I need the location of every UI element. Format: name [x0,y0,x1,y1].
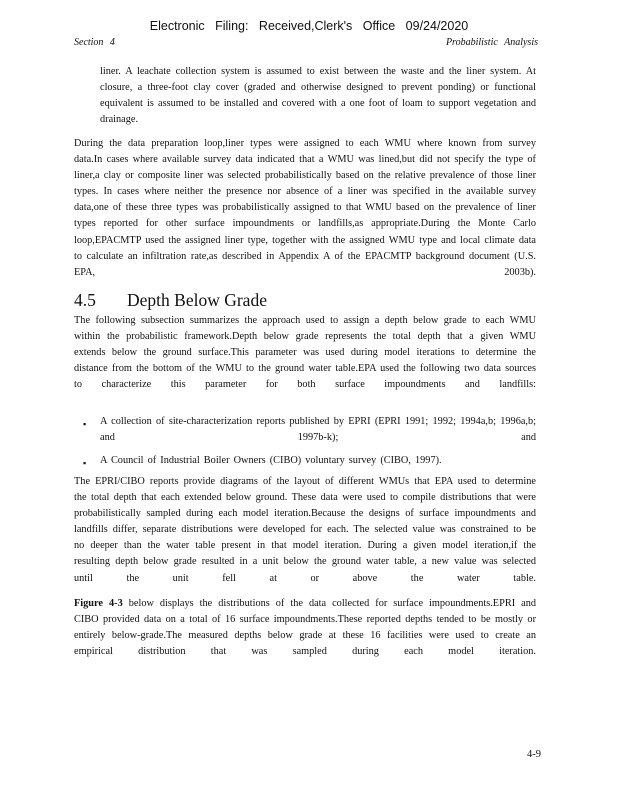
paragraph-depth-intro: The following subsection summarizes the approach used to assign a depth below grade to each WMU within the probabilistic framework.Depth below grade represents the total depth that a given WMU extends below the ground surface.This parameter was used during model iterations to determine the distance from the bottom of the WMU to the ground water table.EPA used the following two data sources to characterize this parameter for both surface impoundments and landfills: [74,315,536,391]
figure-reference: Figure 4-3 [74,598,123,609]
section-title: Depth Below Grade [127,290,267,310]
bullet-icon: ▪ [83,419,87,429]
section-number: 4.5 [74,290,96,310]
filing-stamp: Electronic Filing: Received,Clerk's Office 09/24/2020 [149,19,469,33]
paragraph-epri-cibo: The EPRI/CIBO reports provide diagrams of the layout of different WMUs that EPA used to determine the total depth that each extended below ground. These data were used to compile distributions that were probabilistically sampled during each model iteration.Because the designs of surface impoundments and landfills differ, separate distributions were developed for each. The selected value was constrained to be no deeper than the water table present in that model iteration. During a given model iteration,if the resulting depth below grade resulted in a unit below the ground water table, a new value was selected until the unit fell at or above the water table. [74,476,536,584]
bullet-icon: ▪ [83,458,87,468]
header-section: Section 4 [74,37,115,48]
bullet-item-cibo: A Council of Industrial Boiler Owners (CIBO) voluntary survey (CIBO, 1997). [100,455,442,466]
section-heading [74,290,267,311]
indent-paragraph: liner. A leachate collection system is assumed to exist between the waste and the liner system. At closure, a three-foot clay cover (graded and otherwise designed to prevent ponding) or functional equivalent is assumed to be installed and covered with a one foot of loam to support vegetation and drainage. [100,66,536,126]
header-title: Probabilistic Analysis [445,37,538,48]
page-number: 4-9 [527,749,541,760]
paragraph-figure-ref [74,596,536,660]
paragraph-liner-types: During the data preparation loop,liner types were assigned to each WMU where known from survey data.In cases where available survey data indicated that a WMU was lined,but did not specify the type of liner,a clay or composite liner was selected probabilistically based on the relative prevalence of those liner types. In cases where neither the presence nor absence of a liner was specified in the available survey data,one of these three types was probabilistically assigned to that WMU based on the prevalence of liner types reported for other surface impoundments or landfills,as appropriate.During the Monte Carlo loop,EPACMTP used the assigned liner type, together with the assigned WMU type and local climate data to calculate an infiltration rate,as described in Appendix A of the EPACMTP background document (U.S. EPA, 2003b). [74,138,536,278]
figure-paragraph-text: below displays the distributions of the data collected for surface impoundments.EPRI and CIBO provided data on a total of 16 surface impoundments.These reported depths tended to be mostly or entirely below-grade.The measured depths below grade at these 16 facilities were used to create an empirical distribution that was sampled during each model iteration. [74,598,536,658]
bullet-item-epri: A collection of site-characterization reports published by EPRI (EPRI 1991; 1992; 1994a,b; 1996a,b; and 1997b-k); and [100,416,536,444]
